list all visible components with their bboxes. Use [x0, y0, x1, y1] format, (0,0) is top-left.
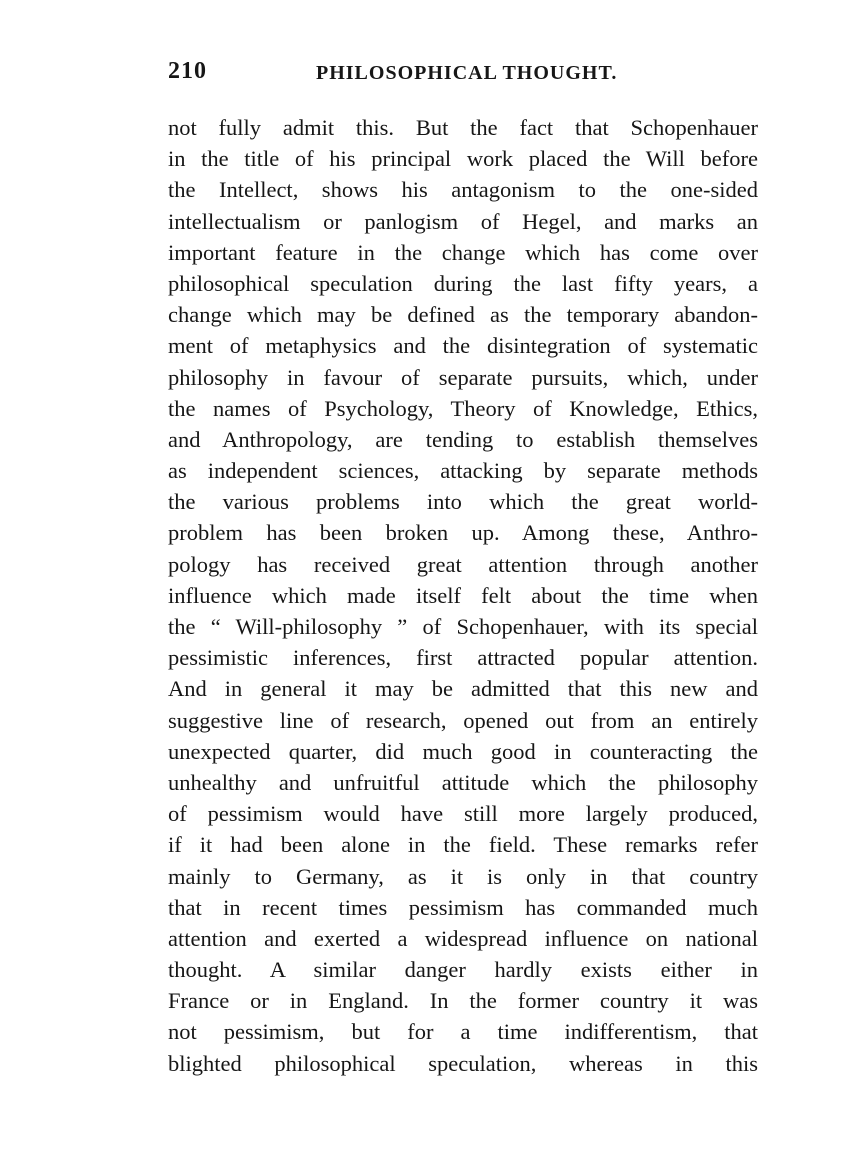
- body-text: [168, 112, 758, 1102]
- text-line-10: the names of Psychology, Theory of Knowledge, Ethics,: [168, 395, 758, 421]
- text-line-20: suggestive line of research, opened out from an entirely: [168, 707, 758, 733]
- text-line-17: the “ Will-philosophy ” of Schopenhauer, with its special: [168, 614, 758, 639]
- text-line-27: attention and exerted a widespread influence on national: [168, 925, 758, 951]
- text-line-13: the various problems into which the great world-: [168, 489, 758, 515]
- text-line-23: of pessimism would have still more largely produced,: [168, 801, 758, 827]
- text-line-6: philosophical speculation during the last fifty years, a: [168, 270, 758, 296]
- text-line-22: unhealthy and unfruitful attitude which the philosophy: [168, 769, 758, 795]
- text-line-12: as independent sciences, attacking by separate methods: [168, 458, 758, 484]
- text-line-9: philosophy in favour of separate pursuits, which, under: [168, 364, 758, 390]
- text-line-5: important feature in the change which has come over: [168, 239, 758, 265]
- text-line-21: unexpected quarter, did much good in counteracting the: [168, 738, 758, 764]
- text-line-8: ment of metaphysics and the disintegration of systematic: [168, 333, 758, 359]
- text-line-16: influence which made itself felt about the time when: [168, 582, 758, 608]
- text-line-2: in the title of his principal work placed the Will before: [168, 146, 758, 172]
- text-line-1: not fully admit this. But the fact that Schopenhauer: [168, 115, 758, 140]
- text-line-26: that in recent times pessimism has commanded much: [168, 894, 758, 920]
- text-line-28: thought. A similar danger hardly exists either in: [168, 957, 758, 983]
- text-line-19: And in general it may be admitted that this new and: [168, 676, 758, 702]
- text-line-4: intellectualism or panlogism of Hegel, and marks an: [168, 208, 758, 234]
- text-line-15: pology has received great attention through another: [168, 551, 758, 577]
- text-line-30: not pessimism, but for a time indifferentism, that: [168, 1019, 758, 1045]
- text-line-25: mainly to Germany, as it is only in that country: [168, 863, 758, 889]
- text-line-14: problem has been broken up. Among these, Anthro-: [168, 520, 758, 546]
- text-line-31: blighted philosophical speculation, whereas in this: [168, 1050, 758, 1076]
- page-number: 210: [168, 58, 207, 84]
- text-line-18: pessimistic inferences, first attracted popular attention.: [168, 645, 758, 671]
- text-line-11: and Anthropology, are tending to establish themselves: [168, 426, 758, 452]
- text-line-24: if it had been alone in the field. These remarks refer: [168, 832, 758, 858]
- text-line-7: change which may be defined as the temporary abandon-: [168, 302, 758, 328]
- running-title: PHILOSOPHICAL THOUGHT.: [316, 62, 618, 84]
- text-line-3: the Intellect, shows his antagonism to the one-sided: [168, 177, 758, 203]
- text-line-29: France or in England. In the former country it was: [168, 988, 758, 1014]
- running-head: [168, 58, 752, 90]
